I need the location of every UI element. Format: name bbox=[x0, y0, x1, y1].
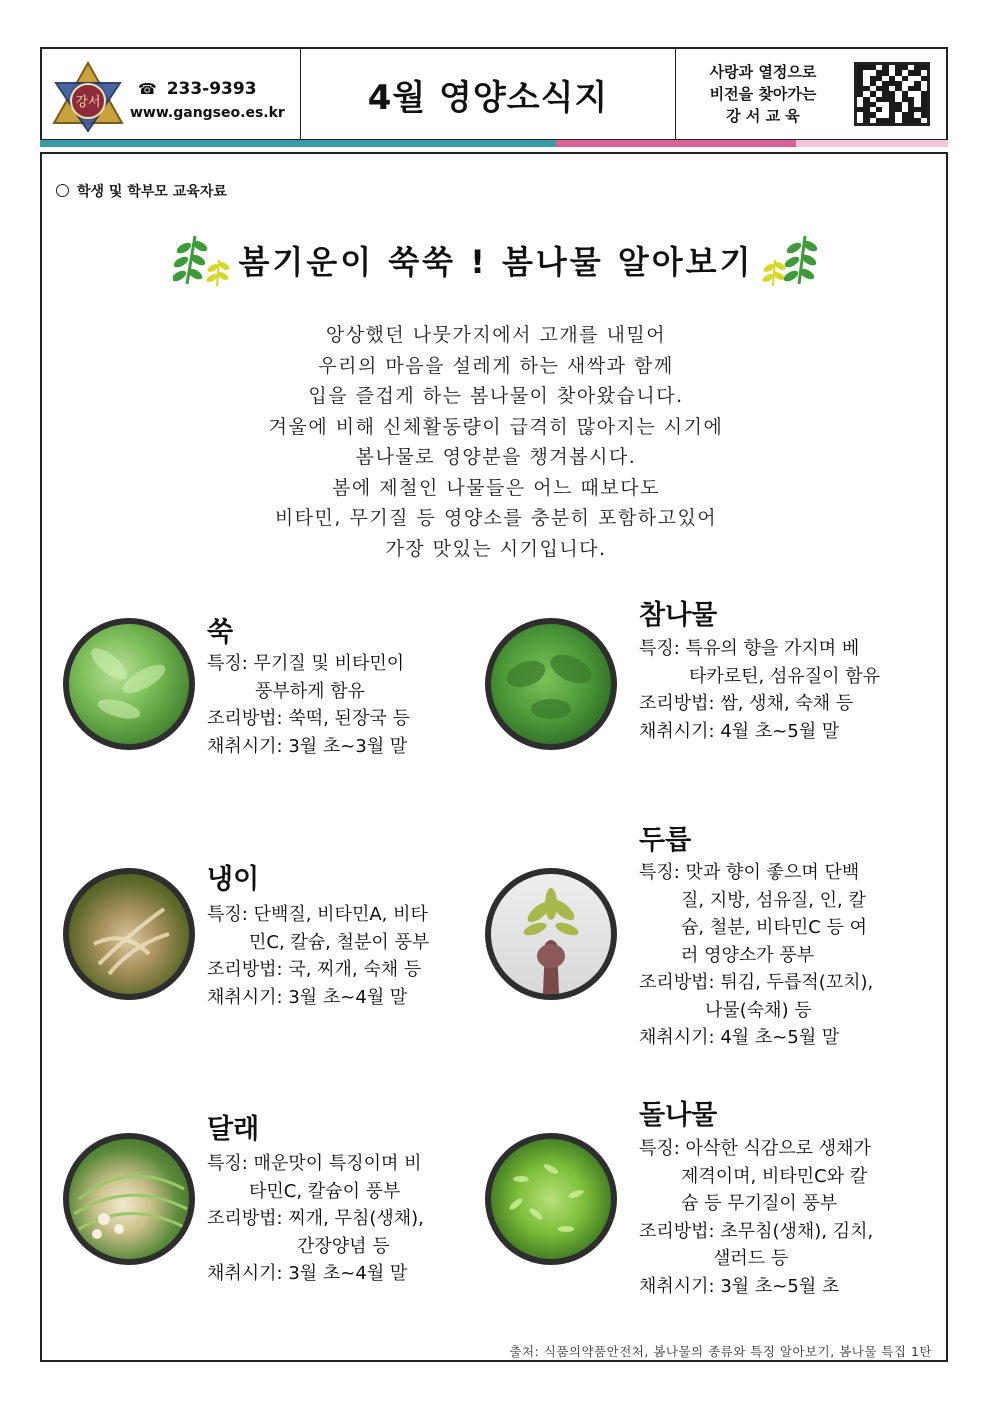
intro-line: 앙상했던 나뭇가지에서 고개를 내밀어 bbox=[325, 324, 667, 346]
intro-line: 비타민, 무기질 등 영양소를 충분히 포함하고있어 bbox=[274, 507, 718, 529]
chamnamul-photo bbox=[485, 618, 617, 750]
intro-line: 입을 즐겁게 하는 봄나물이 찾아왔습니다. bbox=[308, 385, 684, 407]
telephone-icon: ☎ bbox=[138, 80, 157, 98]
headline-row bbox=[0, 232, 992, 288]
website-url[interactable]: www.gangseo.es.kr bbox=[130, 105, 285, 121]
dallae-details: 특징: 매운맛이 특징이며 비 타민C, 칼슘이 풍부 조리방법: 찌개, 무침(생채), 간장양념 등 채취시기: 3월 초~4월 말 bbox=[207, 1153, 424, 1284]
slogan-line: 강 서 교 육 bbox=[726, 107, 800, 125]
header-stripe-teal bbox=[40, 140, 556, 147]
leaf-sprig-icon bbox=[759, 232, 819, 288]
slogan-line: 비전을 찾아가는 bbox=[709, 85, 817, 103]
chamnamul-details: 특징: 특유의 향을 가지며 베 타카로틴, 섬유질이 함유 조리방법: 쌈, 생채, 숙채 등 채취시기: 4월 초~5월 말 bbox=[639, 638, 881, 742]
wild-chive-icon bbox=[69, 1139, 189, 1259]
school-logo bbox=[52, 61, 124, 133]
dallae-name: 달래 bbox=[207, 1114, 260, 1145]
stonecrop-icon bbox=[491, 1139, 611, 1259]
slogan bbox=[682, 61, 844, 127]
intro-line: 겨울에 비해 신체활동량이 급격히 많아지는 시기에 bbox=[268, 415, 724, 438]
intro-line: 우리의 마음을 설레게 하는 새싹과 함께 bbox=[318, 354, 674, 377]
phone-number: ☎ 233-9393 bbox=[138, 79, 257, 99]
header-slogan-cell bbox=[676, 49, 946, 139]
dallae-photo bbox=[63, 1133, 195, 1265]
header-stripe-light bbox=[796, 140, 948, 147]
ssuk-photo bbox=[63, 618, 195, 750]
chamnamul-leaves-icon bbox=[491, 624, 611, 744]
header-stripe-pink bbox=[556, 140, 796, 147]
intro-line: 봄나물로 영양분을 챙겨봅시다. bbox=[355, 446, 637, 468]
headline-title: 봄기운이 쑥쑥 ! 봄나물 알아보기 bbox=[238, 243, 754, 281]
qr-code-icon[interactable] bbox=[854, 62, 930, 126]
dureup-photo bbox=[485, 868, 617, 1000]
naengi-details: 특징: 단백질, 비타민A, 비타 민C, 칼슘, 철분이 풍부 조리방법: 국, 찌개, 숙채 등 채취시기: 3월 초~4월 말 bbox=[207, 904, 430, 1008]
ssuk-details: 특징: 무기질 및 비타민이 풍부하게 함유 조리방법: 쑥떡, 된장국 등 채취시기: 3월 초~3월 말 bbox=[207, 653, 410, 757]
audience-label: 학생 및 학부모 교육자료 bbox=[56, 181, 227, 201]
intro-paragraph bbox=[0, 320, 992, 564]
intro-line: 가장 맛있는 시기입니다. bbox=[385, 537, 607, 560]
leaf-sprig-icon bbox=[173, 232, 233, 288]
angelica-shoot-icon bbox=[491, 874, 611, 994]
chamnamul-name: 참나물 bbox=[639, 600, 718, 631]
header-contact bbox=[42, 49, 301, 139]
logo-text: 강서 bbox=[75, 95, 101, 110]
shepherds-purse-roots-icon bbox=[69, 874, 189, 994]
dureup-details: 특징: 맛과 향이 좋으며 단백 질, 지방, 섬유질, 인, 칼 슘, 철분, 비타민C 등 여 러 영양소가 풍부 조리방법: 튀김, 두릅적(꼬치), 나물(숙채) 등 채취시기: 4월 초~5월 말 bbox=[639, 862, 874, 1048]
slogan-line: 사랑과 열정으로 bbox=[709, 63, 817, 81]
dolnamul-name: 돌나물 bbox=[639, 1100, 718, 1131]
header-title-cell bbox=[301, 49, 676, 139]
newsletter-title: 4월 영양소식지 bbox=[367, 77, 609, 118]
qr-module bbox=[921, 118, 927, 123]
source-citation: 출처: 식품의약품안전처, 봄나물의 종류와 특징 알아보기, 봄나물 특집 1탄 bbox=[509, 1344, 932, 1359]
mugwort-leaves-icon bbox=[69, 624, 189, 744]
ssuk-name: 쑥 bbox=[207, 617, 234, 648]
naengi-name: 냉이 bbox=[207, 864, 260, 895]
header bbox=[40, 47, 948, 141]
circle-bullet-icon bbox=[56, 184, 69, 197]
dolnamul-photo bbox=[485, 1133, 617, 1265]
dureup-name: 두릅 bbox=[639, 825, 692, 856]
intro-line: 봄에 제철인 나물들은 어느 때보다도 bbox=[332, 476, 660, 499]
naengi-photo bbox=[63, 868, 195, 1000]
dolnamul-details: 특징: 아삭한 식감으로 생채가 제격이며, 비타민C와 칼 슘 등 무기질이 풍부 조리방법: 초무침(생채), 김치, 샐러드 등 채취시기: 3월 초~5월 초 bbox=[639, 1138, 874, 1297]
